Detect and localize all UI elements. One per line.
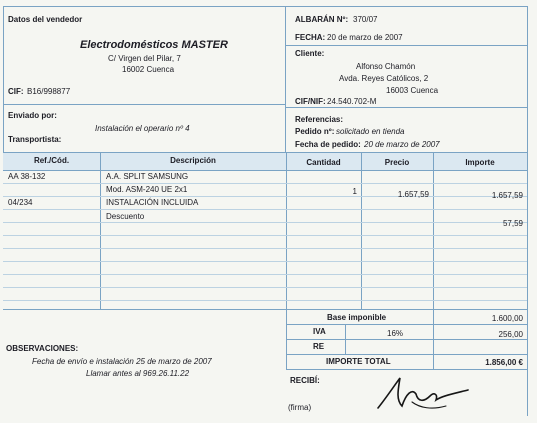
header-amount: Importe	[465, 158, 495, 167]
order-date-value: 20 de marzo de 2007	[364, 140, 440, 149]
header-quantity: Cantidad	[306, 158, 341, 167]
row2-quantity: 1	[352, 187, 357, 196]
signature-scribble	[372, 372, 472, 414]
row4-amount: 57,59	[502, 219, 523, 228]
total-value: 1.856,00 €	[485, 358, 523, 367]
col-line-1	[100, 152, 101, 309]
vendor-cif-label: CIF:	[8, 87, 24, 96]
albaran-number-label: ALBARÁN Nº:	[295, 15, 349, 24]
order-value: solicitado en tienda	[336, 127, 405, 136]
vendor-address-line2: 16002 Cuenca	[122, 65, 175, 74]
vendor-section-label: Datos del vendedor	[8, 15, 83, 24]
top-border	[3, 6, 528, 7]
col-line-3	[361, 152, 362, 309]
row2-amount: 1.657,59	[491, 191, 523, 200]
re-label: RE	[313, 342, 325, 351]
divider-client	[285, 107, 527, 108]
right-border	[527, 6, 528, 416]
row1-description: A.A. SPLIT SAMSUNG	[106, 172, 189, 181]
order-label: Pedido nº:	[295, 127, 335, 136]
totals-row-line-2	[286, 339, 527, 340]
row-rule	[3, 183, 527, 184]
carrier-label: Transportista:	[8, 135, 62, 144]
sent-by-value: Instalación el operario nº 4	[95, 124, 190, 133]
albaran-number-value: 370/07	[353, 15, 378, 24]
totals-row-line-3	[286, 354, 527, 355]
row-rule	[3, 248, 527, 249]
order-date-label: Fecha de pedido:	[295, 140, 361, 149]
sent-by-label: Enviado por:	[8, 111, 57, 120]
row4-description: Descuento	[106, 212, 145, 221]
client-cif-label: CIF/NIF:	[295, 97, 326, 106]
header-ref: Ref./Cód.	[33, 156, 70, 165]
iva-value: 256,00	[498, 330, 523, 339]
iva-rate: 16%	[387, 329, 404, 338]
observations-label: OBSERVACIONES:	[6, 344, 79, 353]
observations-line1: Fecha de envío e instalación 25 de marzo de 2007	[32, 357, 212, 366]
signature-hint: (firma)	[288, 403, 312, 412]
row3-description: INSTALACIÓN INCLUIDA	[106, 198, 199, 207]
header-description: Descripción	[170, 156, 216, 165]
col-line-4	[433, 152, 434, 309]
row3-ref: 04/234	[8, 198, 33, 207]
divider-fecha	[285, 45, 527, 46]
col-line-2	[286, 152, 287, 309]
totals-row-line-4	[286, 369, 527, 370]
row-rule	[3, 235, 527, 236]
row-rule	[3, 261, 527, 262]
vertical-divider-top	[285, 6, 286, 152]
base-value: 1.600,00	[491, 314, 523, 323]
row-rule	[3, 300, 527, 301]
table-bottom-line	[3, 309, 527, 310]
fecha-value: 20 de marzo de 2007	[327, 33, 403, 42]
base-label: Base imponible	[327, 313, 387, 322]
client-address-line1: Avda. Reyes Católicos, 2	[339, 74, 429, 83]
references-label: Referencias:	[295, 115, 344, 124]
table-top-line	[3, 152, 527, 153]
client-name: Alfonso Chamón	[356, 62, 416, 71]
iva-label: IVA	[313, 327, 326, 336]
row-rule	[3, 209, 527, 210]
row2-description: Mod. ASM-240 UE 2x1	[106, 185, 188, 194]
row-rule	[3, 287, 527, 288]
row2-price: 1.657,59	[397, 190, 429, 199]
totals-row-line-1	[286, 324, 527, 325]
row1-ref: AA 38-132	[8, 172, 46, 181]
divider-cif	[3, 104, 285, 105]
fecha-label: FECHA:	[295, 33, 326, 42]
client-address-line2: 16003 Cuenca	[386, 86, 439, 95]
receipt-label: RECIBÍ:	[290, 376, 320, 385]
left-border	[3, 6, 4, 152]
row-rule	[3, 274, 527, 275]
vendor-cif-value: B16/998877	[27, 87, 71, 96]
total-label: IMPORTE TOTAL	[326, 357, 391, 366]
observations-line2: Llamar antes al 969.26.11.22	[86, 369, 190, 378]
client-cif-value: 24.540.702-M	[327, 97, 377, 106]
client-section-label: Cliente:	[295, 49, 325, 58]
vendor-company-name: Electrodomésticos MASTER	[80, 39, 228, 51]
header-price: Precio	[384, 158, 410, 167]
vendor-address-line1: C/ Virgen del Pilar, 7	[108, 54, 181, 63]
table-header-bottom	[3, 170, 527, 171]
